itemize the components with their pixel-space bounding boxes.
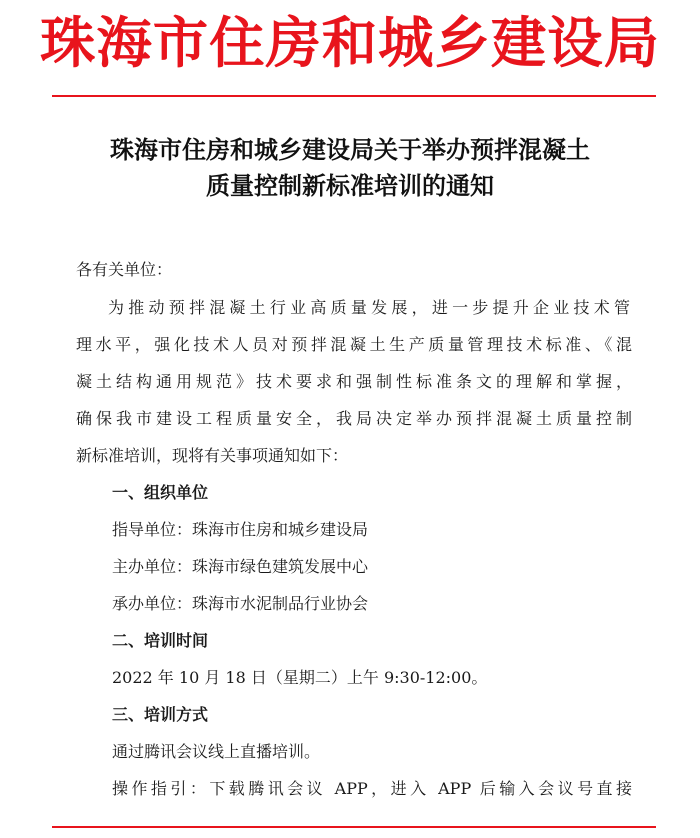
notice-title-line-1: 珠海市住房和城乡建设局关于举办预拌混凝土 [110,135,590,164]
training-method: 通过腾讯会议线上直播培训。 [112,742,321,761]
section-3-heading: 三、培训方式 [112,705,209,724]
intro-line-2: 理水平，强化技术人员对预拌混凝土生产质量管理技术标准、《混 [76,335,632,354]
intro-line-3: 凝土结构通用规范》技术要求和强制性标准条文的理解和掌握， [76,372,632,391]
host-unit: 主办单位：珠海市绿色建筑发展中心 [112,557,369,576]
organizer-unit: 承办单位：珠海市水泥制品行业协会 [112,594,369,613]
section-1-heading: 一、组织单位 [112,483,209,502]
intro-line-5: 新标准培训，现将有关事项通知如下： [76,446,349,465]
agency-masthead: 珠海市住房和城乡建设局 [40,11,660,76]
intro-line-1: 为推动预拌混凝土行业高质量发展，进一步提升企业技术管 [108,298,630,317]
masthead-red-rule [52,95,656,97]
section-2-heading: 二、培训时间 [112,631,209,650]
operation-guide: 操作指引：下载腾讯会议 APP，进入 APP 后输入会议号直接 [112,779,632,798]
salutation: 各有关单位： [76,260,173,279]
notice-title [40,132,660,204]
footer-red-rule [52,826,656,828]
notice-title-line-2: 质量控制新标准培训的通知 [206,171,494,200]
guide-unit: 指导单位：珠海市住房和城乡建设局 [112,520,369,539]
training-time: 2022 年 10 月 18 日（星期二）上午 9:30-12:00。 [112,668,488,687]
intro-line-4: 确保我市建设工程质量安全，我局决定举办预拌混凝土质量控制 [76,409,632,428]
